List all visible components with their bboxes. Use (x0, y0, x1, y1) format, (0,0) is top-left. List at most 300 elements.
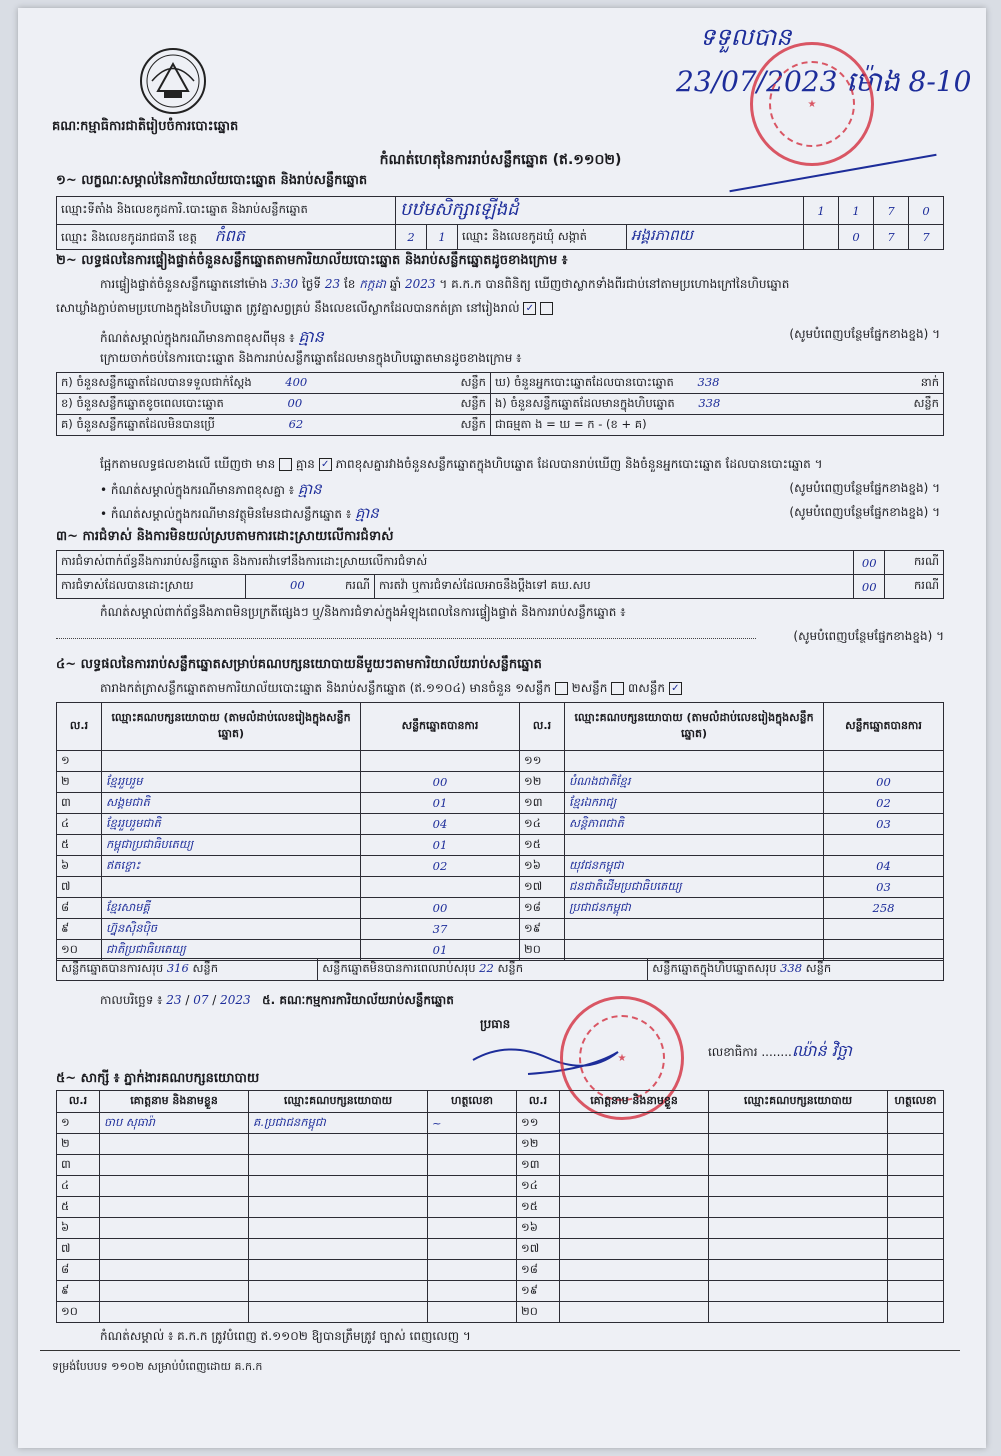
result-no: ១០ (57, 940, 102, 961)
total-box-cell (648, 959, 944, 981)
resolved-cell (246, 575, 375, 599)
resolved-label: ការជំទាស់ដែលបានដោះស្រាយ (57, 575, 246, 599)
total-invalid-cell (318, 959, 648, 981)
station-label: ឈ្មោះទីតាំង និងលេខកូដការិ.បោះឆ្នោត និងរាប់សន្លឹកឆ្នោត (57, 197, 396, 225)
difference-note-line (100, 326, 940, 350)
bullet1-fill-note: (សូមបំពេញបន្ថែមផ្នែកខាងខ្នង) ។ (789, 481, 940, 495)
result-party (102, 751, 361, 772)
checkbox-none[interactable]: ✓ (319, 458, 332, 471)
total-box-label: សន្លឹកឆ្នោតក្នុងហិបឆ្នោតសរុប (652, 961, 777, 975)
result-no: ១៦ (520, 856, 565, 877)
kha-label: ខ) ចំនួនសន្លឹកឆ្នោតខូចពេលបោះឆ្នោត (61, 395, 224, 410)
seal-text: សោឃ្លាំងភ្ជាប់តាមប្រហោងក្នុងនៃហិបឆ្នោត ត្រូវគ្នាសព្វគ្រប់ នឹងលេខលើស្លាកដែលបានកត់ត្រា នៅរៀងរាល់ (56, 301, 520, 315)
w-col-no-right: ល.រ (517, 1091, 560, 1113)
irregularity-line (56, 628, 944, 646)
checkbox-yes[interactable]: ✓ (523, 302, 536, 315)
witness-row (57, 1281, 944, 1302)
received-note: ទទួលបាន (700, 23, 792, 51)
witness-signature (888, 1218, 944, 1239)
station-code-3: 7 (874, 197, 909, 225)
witness-no: ៤ (57, 1176, 100, 1197)
total-valid-label: សន្លឹកឆ្នោតបានការសរុប (61, 961, 164, 975)
witness-signature (888, 1197, 944, 1218)
witness-row (57, 1260, 944, 1281)
result-party: ខ្មែរ​ឯករាជ្យ (565, 793, 824, 814)
result-votes (361, 877, 520, 898)
result-party: ខ្មែរ​សាមគ្គី (102, 898, 361, 919)
witness-name (100, 1155, 249, 1176)
result-no: ៨ (57, 898, 102, 919)
result-no: ១៤ (520, 814, 565, 835)
ngo-value: 338 (698, 395, 721, 410)
bullet1-value: គ្មាន (297, 480, 322, 498)
witness-party (249, 1197, 428, 1218)
sheet-count-line (100, 680, 682, 698)
witness-name (560, 1176, 709, 1197)
received-date: 23/07/2023 ម៉ោង 8-10 (676, 65, 972, 98)
witness-no: ១ (57, 1113, 100, 1134)
witness-party (709, 1281, 888, 1302)
witness-no: ១០ (57, 1302, 100, 1323)
secretary-label: លេខាធិការ (708, 1045, 758, 1059)
witness-row (57, 1197, 944, 1218)
result-row (57, 751, 944, 772)
result-votes: 00 (361, 772, 520, 793)
difference-note-value: គ្មាន (298, 327, 324, 346)
witness-name (560, 1113, 709, 1134)
station-code-2: 1 (839, 197, 874, 225)
commune-code-3: 7 (909, 225, 944, 250)
bullet2-label: • កំណត់សម្គាល់ក្នុងករណីមានវត្ថុមិនមែនជាសន្លឹកឆ្នោត ៖ (100, 507, 352, 521)
result-no: ១១ (520, 751, 565, 772)
witness-party (709, 1302, 888, 1323)
witness-signature (888, 1302, 944, 1323)
result-no: ១៩ (520, 919, 565, 940)
witness-signature (428, 1176, 517, 1197)
bullet1-label: • កំណត់សម្គាល់ក្នុងករណីមានភាពខុសគ្នា ៖ (100, 483, 295, 497)
result-party (565, 751, 824, 772)
witness-no: ១៣ (517, 1155, 560, 1176)
checkbox-2sheets[interactable] (611, 682, 624, 695)
result-no: ៩ (57, 919, 102, 940)
witness-signature: ~ (428, 1113, 517, 1134)
official-stamp-bottom: ★ (560, 996, 684, 1120)
verification-day-label: ថ្ងៃទី (301, 277, 321, 291)
col-votes-right: សន្លឹកឆ្នោតបានការ (824, 703, 944, 751)
commune-code-2: 7 (874, 225, 909, 250)
irregularity-note: កំណត់សម្គាល់ពាក់ព័ន្ធនឹងភាពមិនប្រក្រតីផ្សេងៗ ឬ/និងការជំទាស់ក្នុងអំឡុងពេលនៃការផ្ទៀងផ្ទាត់ និងការរាប់សន្លឹកឆ្នោត ៖ (100, 605, 626, 619)
result-row (57, 919, 944, 940)
result-row (57, 772, 944, 793)
witness-name (100, 1281, 249, 1302)
result-party (565, 919, 824, 940)
ko-value: 62 (288, 416, 304, 431)
result-party: បំណងជាតិខ្មែរ (565, 772, 824, 793)
commune-code-spacer (804, 225, 839, 250)
appeal-value: 00 (854, 575, 885, 599)
result-votes (824, 919, 944, 940)
witness-name (100, 1239, 249, 1260)
witness-no: ៨ (57, 1260, 100, 1281)
col-no-right: ល.រ (520, 703, 565, 751)
objection-unit: ករណី (885, 551, 944, 575)
result-votes: 01 (361, 793, 520, 814)
witness-name (560, 1302, 709, 1323)
witness-no: ១២ (517, 1134, 560, 1155)
result-no: ១៥ (520, 835, 565, 856)
chair-label: ប្រធាន (480, 1017, 511, 1031)
row-kho (491, 373, 944, 394)
checkbox-1sheet[interactable] (555, 682, 568, 695)
witness-no: ៥ (57, 1197, 100, 1218)
date-label: កាលបរិច្ឆេទ ៖ (100, 993, 163, 1007)
kho-label: ឃ) ចំនួនអ្នកបោះឆ្នោតដែលបានបោះឆ្នោត (495, 374, 674, 389)
witness-name (560, 1155, 709, 1176)
province-name: កំពត (214, 226, 246, 245)
formula: ជាធម្មតា ង = ឃ = ក - (ខ + គ) (491, 415, 944, 436)
kha-unit: សន្លឹក (460, 395, 486, 410)
total-valid-cell (57, 959, 318, 981)
witness-row (57, 1155, 944, 1176)
w-col-no-left: ល.រ (57, 1091, 100, 1113)
result-party: ហ្វ៊ុនស៊ិនប៉ិច (102, 919, 361, 940)
witness-name (100, 1134, 249, 1155)
station-code-1: 1 (804, 197, 839, 225)
total-invalid-unit: សន្លឹក (497, 961, 524, 975)
result-votes: 00 (824, 772, 944, 793)
row-ka (57, 373, 491, 394)
witness-name (560, 1218, 709, 1239)
secretary-name: ឈ៉ាន់ វិច្ឆា (791, 1041, 853, 1060)
witness-table (56, 1090, 944, 1323)
verification-month-label: ខែ (343, 277, 356, 291)
result-party: ឥតខ្ចោះ (102, 856, 361, 877)
row-ngo (491, 394, 944, 415)
witness-signature (428, 1302, 517, 1323)
objection-table (56, 550, 944, 599)
witness-party (709, 1155, 888, 1176)
footer-divider (40, 1350, 960, 1351)
appeal-label: ការតវ៉ា ឬការជំទាស់ដែលអាចនឹងប្តឹងទៅ គឃ.សប (375, 575, 854, 599)
province-code-2: 1 (427, 225, 458, 250)
verification-year-label: ឆ្នាំ (389, 277, 402, 291)
result-party: ខ្មែរ​រួបរួម (102, 772, 361, 793)
sheet-count-text: តារាងកត់ត្រាសន្លឹកឆ្នោតតាមការិយាល័យបោះឆ្នោត និងរាប់សន្លឹកឆ្នោត (ឥ.១១០៤) មានចំនួន ១សន្លឹក (100, 681, 551, 695)
kha-value: 00 (287, 395, 303, 410)
witness-signature (888, 1281, 944, 1302)
witness-no: ១៤ (517, 1176, 560, 1197)
result-party: សង្គមជាតិ (102, 793, 361, 814)
total-valid-unit: សន្លឹក (192, 961, 219, 975)
result-votes: 03 (824, 814, 944, 835)
witness-no: ១៥ (517, 1197, 560, 1218)
kho-unit: នាក់ (920, 374, 939, 389)
witness-body (57, 1113, 944, 1323)
witness-party (249, 1260, 428, 1281)
opt3-label: ៣សន្លឹក (628, 681, 665, 695)
witness-party (249, 1239, 428, 1260)
verification-text-end: ។ គ.ក.ក បានពិនិត្យ ឃើញថាស្លាកទាំងពីរជាប់នៅតាមប្រហោងក្រៅនៃហិបឆ្នោត (439, 277, 790, 291)
ngo-unit: សន្លឹក (913, 395, 939, 410)
witness-party (709, 1218, 888, 1239)
witness-name (100, 1302, 249, 1323)
verification-text: ការផ្ទៀងផ្ទាត់ចំនួនសន្លឹកឆ្នោតនៅម៉ោង (100, 277, 268, 291)
section3-heading: ៣~ ការជំទាស់ និងការមិនយល់ស្របតាមការដោះស្រាយលើការជំទាស់ (56, 529, 394, 544)
result-row (57, 814, 944, 835)
document-title: កំណត់ហេតុនៃការរាប់សន្លឹកឆ្នោត (ឥ.១១០២) (379, 152, 622, 168)
witness-signature (428, 1197, 517, 1218)
difference-note-label: កំណត់សម្គាល់ក្នុងករណីមានភាពខុសពីមុន ៖ (100, 331, 295, 345)
witness-no: ២ (57, 1134, 100, 1155)
result-party: ជនជាតិដើម​ប្រជាធិបតេយ្យ (565, 877, 824, 898)
result-row (57, 835, 944, 856)
official-stamp-top: ★ (750, 42, 874, 166)
checkbox-no[interactable] (540, 302, 553, 315)
date-day: 23 (166, 993, 182, 1007)
witness-signature (888, 1260, 944, 1281)
section5-heading: ៥~ សាក្សី ៖ ភ្នាក់ងារគណបក្សនយោបាយ (56, 1071, 260, 1086)
province-label (57, 225, 396, 250)
results-body (57, 751, 944, 961)
witness-party (249, 1302, 428, 1323)
date-year: 2023 (220, 993, 251, 1007)
difference-result-line (100, 456, 823, 474)
result-party: ប្រជាជនកម្ពុជា (565, 898, 824, 919)
witness-row (57, 1113, 944, 1134)
total-box-value: 338 (780, 961, 803, 975)
seal-line (56, 300, 553, 318)
row-ko (57, 415, 491, 436)
commune-name: អង្គរ​ភាពយ (627, 225, 804, 250)
count-table (56, 372, 944, 436)
nec-emblem-icon (138, 46, 208, 116)
witness-row (57, 1218, 944, 1239)
station-code-4: 0 (909, 197, 944, 225)
witness-no: ១៩ (517, 1281, 560, 1302)
w-col-name-left: គោត្តនាម និងនាមខ្លួន (100, 1091, 249, 1113)
witness-signature (888, 1134, 944, 1155)
result-votes: 02 (361, 856, 520, 877)
result-no: ១២ (520, 772, 565, 793)
result-no: ១៧ (520, 877, 565, 898)
w-col-party-right: ឈ្មោះគណបក្សនយោបាយ (709, 1091, 888, 1113)
witness-no: ១៧ (517, 1239, 560, 1260)
section1-table (56, 196, 944, 250)
checkbox-3sheets[interactable]: ✓ (669, 682, 682, 695)
col-votes-left: សន្លឹកឆ្នោតបានការ (361, 703, 520, 751)
result-votes: 01 (361, 940, 520, 961)
verification-line (100, 276, 789, 294)
province-code-1: 2 (396, 225, 427, 250)
objection-label: ការជំទាស់ពាក់ព័ន្ធនឹងការរាប់សន្លឹកឆ្នោត និងការតវ៉ាទៅនឹងការដោះស្រាយលើការជំទាស់ (57, 551, 854, 575)
witness-signature (428, 1281, 517, 1302)
verification-year: 2023 (404, 277, 436, 291)
commune-code-1: 0 (839, 225, 874, 250)
kho-value: 338 (697, 374, 720, 389)
province-label-text: ឈ្មោះ និងលេខកូដរាជធានី ខេត្ត (61, 230, 197, 244)
witness-signature (428, 1239, 517, 1260)
result-votes: 258 (824, 898, 944, 919)
form-code-note: ទម្រង់បែបបទ ១១០២ សម្រាប់បំពេញដោយ គ.ក.ក (52, 1360, 263, 1373)
opt2-label: ២សន្លឹក (571, 681, 608, 695)
ngo-label: ង) ចំនួនសន្លឹកឆ្នោតដែលមានក្នុងហិបឆ្នោត (495, 395, 675, 410)
result-votes (824, 751, 944, 772)
result-party (102, 877, 361, 898)
footer-note: កំណត់សម្គាល់ ៖ គ.ក.ក ត្រូវបំពេញ ឥ.១១០២ ឱ្យបានត្រឹមត្រូវ ច្បាស់ ពេញលេញ ។ (100, 1329, 471, 1343)
result-no: ៧ (57, 877, 102, 898)
result-votes: 37 (361, 919, 520, 940)
result-party: កម្ពុជា​ប្រជាធិបតេយ្យ (102, 835, 361, 856)
difference-fill-note: (សូមបំពេញបន្ថែមផ្នែកខាងខ្នង) ។ (789, 327, 940, 341)
resolved-value: 00 (290, 578, 305, 592)
witness-party: គ.ប្រជាជនកម្ពុជា (249, 1113, 428, 1134)
witness-signature (428, 1134, 517, 1155)
total-invalid-value: 22 (479, 961, 494, 975)
result-no: ៣ (57, 793, 102, 814)
witness-party (249, 1281, 428, 1302)
witness-party (709, 1239, 888, 1260)
diff-text: ភាពខុសគ្នារវាងចំនួនសន្លឹកឆ្នោតក្នុងហិបឆ្នោត ដែលបានរាប់ឃើញ និងចំនួនអ្នកបោះឆ្នោត ដែលបានបោះឆ្នោត ។ (335, 457, 823, 471)
result-row (57, 877, 944, 898)
commission-label: ៥. គណៈកម្មការការិយាល័យរាប់សន្លឹកឆ្នោត (262, 993, 454, 1007)
row-kha (57, 394, 491, 415)
witness-party (709, 1260, 888, 1281)
witness-name: ចាប សុធារ៉ា (100, 1113, 249, 1134)
diff-none: គ្មាន (295, 457, 315, 471)
witness-party (709, 1176, 888, 1197)
appeal-unit: ករណី (885, 575, 944, 599)
ko-label: គ) ចំនួនសន្លឹកឆ្នោតដែលមិនបានប្រើ (61, 416, 215, 431)
witness-name (100, 1176, 249, 1197)
date-month: 07 (193, 993, 209, 1007)
bullet1-line (100, 480, 940, 502)
irregularity-dots (56, 638, 756, 639)
objection-value: 00 (854, 551, 885, 575)
results-table (56, 702, 944, 961)
witness-row (57, 1134, 944, 1155)
checkbox-have[interactable] (279, 458, 292, 471)
witness-name (100, 1218, 249, 1239)
col-party-right: ឈ្មោះគណបក្សនយោបាយ (តាមលំដាប់លេខរៀងក្នុងសន្លឹកឆ្នោត) (565, 703, 824, 751)
verification-month: កក្កដា (359, 277, 386, 291)
result-party: សន្តិភាពជាតិ (565, 814, 824, 835)
witness-signature (888, 1239, 944, 1260)
col-no-left: ល.រ (57, 703, 102, 751)
section1-heading: ១~ លក្ខណៈសម្គាល់នៃការិយាល័យបោះឆ្នោត និងរាប់សន្លឹកឆ្នោត (56, 173, 368, 188)
witness-name (560, 1260, 709, 1281)
result-no: ៦ (57, 856, 102, 877)
commune-label: ឈ្មោះ និងលេខកូដឃុំ សង្កាត់ (458, 225, 627, 250)
col-party-left: ឈ្មោះគណបក្សនយោបាយ (តាមលំដាប់លេខរៀងក្នុងសន្លឹកឆ្នោត) (102, 703, 361, 751)
result-row (57, 856, 944, 877)
bullet2-line (100, 504, 940, 526)
result-votes: 00 (361, 898, 520, 919)
witness-party (249, 1176, 428, 1197)
result-votes: 04 (361, 814, 520, 835)
result-row (57, 898, 944, 919)
totals-table (56, 958, 944, 981)
witness-no: ១១ (517, 1113, 560, 1134)
station-name: បឋមសិក្សាឡើងដំ (396, 197, 804, 225)
result-votes (824, 835, 944, 856)
ko-unit: សន្លឹក (460, 416, 486, 431)
secretary-line: លេខាធិការ ........ឈ៉ាន់ វិច្ឆា (708, 1041, 853, 1060)
total-box-unit: សន្លឹក (805, 961, 832, 975)
witness-party (249, 1218, 428, 1239)
result-no: ៥ (57, 835, 102, 856)
result-votes: 02 (824, 793, 944, 814)
w-col-name-right: គោត្តនាម និងនាមខ្លួន (560, 1091, 709, 1113)
witness-no: ២០ (517, 1302, 560, 1323)
result-no: ១៨ (520, 898, 565, 919)
verification-time: 3:30 (271, 277, 299, 291)
witness-no: ៦ (57, 1218, 100, 1239)
result-row (57, 793, 944, 814)
witness-row (57, 1176, 944, 1197)
verification-day: 23 (324, 277, 341, 291)
w-col-sign-right: ហត្ថលេខា (888, 1091, 944, 1113)
witness-signature (428, 1155, 517, 1176)
witness-party (709, 1134, 888, 1155)
result-votes: 03 (824, 877, 944, 898)
witness-no: ៣ (57, 1155, 100, 1176)
result-party: យុវជនកម្ពុជា (565, 856, 824, 877)
result-votes: 01 (361, 835, 520, 856)
witness-name (100, 1260, 249, 1281)
result-party: ជាតិ​ប្រជាធិបតេយ្យ (102, 940, 361, 961)
ka-value: 400 (285, 374, 308, 389)
section2-heading: ២~ លទ្ធផលនៃការផ្ទៀងផ្ទាត់ចំនួនសន្លឹកឆ្នោតតាមការិយាល័យបោះឆ្នោត និងរាប់សន្លឹកឆ្នោតដូចខាងក្រោម ៖ (56, 253, 568, 268)
witness-no: ៩ (57, 1281, 100, 1302)
ka-unit: សន្លឹក (460, 374, 486, 389)
w-col-party-left: ឈ្មោះគណបក្សនយោបាយ (249, 1091, 428, 1113)
witness-name (560, 1281, 709, 1302)
witness-name (100, 1197, 249, 1218)
result-party: ខ្មែរ​រួបរួមជាតិ (102, 814, 361, 835)
result-no: ១៣ (520, 793, 565, 814)
diff-have: ផ្អែកតាមលទ្ធផលខាងលើ ឃើញថា មាន (100, 457, 276, 471)
w-col-sign-left: ហត្ថលេខា (428, 1091, 517, 1113)
result-no: ២ (57, 772, 102, 793)
bullet2-value: គ្មាន (354, 504, 379, 522)
result-votes: 04 (824, 856, 944, 877)
witness-signature (428, 1260, 517, 1281)
witness-no: ១៨ (517, 1260, 560, 1281)
ka-label: ក) ចំនួនសន្លឹកឆ្នោតដែលបានទទួលជាក់ស្តែង (61, 374, 252, 389)
witness-row (57, 1302, 944, 1323)
bullet2-fill-note: (សូមបំពេញបន្ថែមផ្នែកខាងខ្នង) ។ (789, 505, 940, 519)
witness-party (709, 1197, 888, 1218)
date-line: កាលបរិច្ឆេទ ៖ 23 / 07 / 2023 ៥. គណៈកម្មការការិយាល័យរាប់សន្លឹកឆ្នោត (100, 993, 454, 1007)
organization-name: គណៈកម្មាធិការជាតិរៀបចំការបោះឆ្នោត (52, 119, 239, 134)
witness-signature (428, 1218, 517, 1239)
result-no: ២០ (520, 940, 565, 961)
result-no: ១ (57, 751, 102, 772)
result-party (565, 835, 824, 856)
witness-name (560, 1239, 709, 1260)
witness-signature (888, 1155, 944, 1176)
witness-name (560, 1134, 709, 1155)
resolved-unit: ករណី (345, 578, 370, 592)
section4-heading: ៤~ លទ្ធផលនៃការរាប់សន្លឹកឆ្នោតសម្រាប់គណបក្សនយោបាយនីមួយៗតាមការិយាល័យរាប់សន្លឹកឆ្នោត (56, 657, 542, 672)
witness-party (709, 1113, 888, 1134)
total-valid-value: 316 (166, 961, 189, 975)
irregularity-fill-note: (សូមបំពេញបន្ថែមផ្នែកខាងខ្នង) ។ (793, 629, 944, 643)
witness-row (57, 1239, 944, 1260)
witness-party (249, 1134, 428, 1155)
witness-no: ៧ (57, 1239, 100, 1260)
result-votes (361, 751, 520, 772)
